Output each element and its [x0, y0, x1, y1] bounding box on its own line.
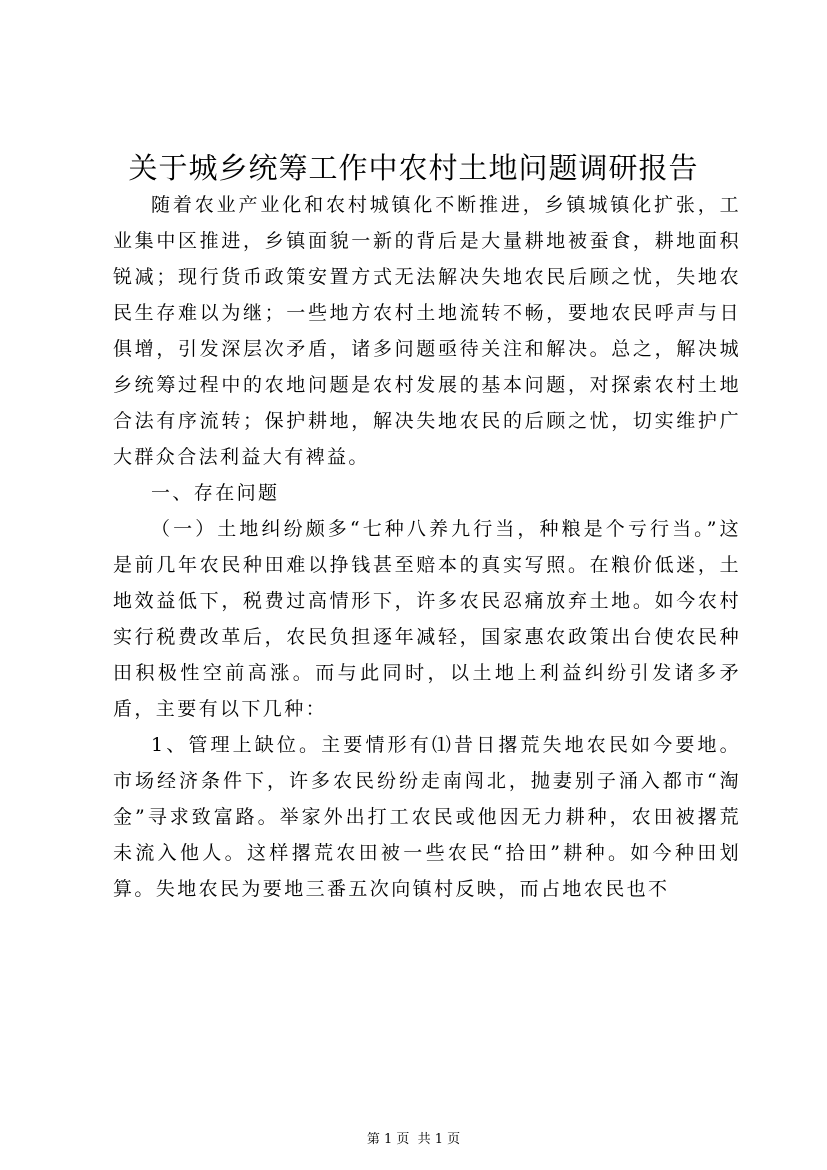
- document-body: [113, 187, 741, 907]
- section-heading-problems: 一、存在问题: [151, 482, 280, 504]
- item-management-paragraph: 1、管理上缺位。主要情形有⑴昔日撂荒失地农民如今要地。市场经济条件下，许多农民纷纷走南闯北，抛妻别子涌入都市“淘金”寻求致富路。举家外出打工农民或他因无力耕种，农田被撂荒未流入他人。这样撂荒农田被一些农民“拾田”耕种。如今种田划算。失地农民为要地三番五次向镇村反映，而占地农民也不: [113, 734, 741, 900]
- document-title: 关于城乡统筹工作中农村土地问题调研报告: [128, 151, 699, 185]
- page-number-footer: 第 1 页 共 1 页: [366, 1132, 461, 1147]
- intro-paragraph: 随着农业产业化和农村城镇化不断推进，乡镇城镇化扩张，工业集中区推进，乡镇面貌一新的背后是大量耕地被蚕食，耕地面积锐减；现行货币政策安置方式无法解决失地农民后顾之忧，失地农民生存难以为继；一些地方农村土地流转不畅，要地农民呼声与日俱增，引发深层次矛盾，诸多问题亟待关注和解决。总之，解决城乡统筹过程中的农地问题是农村发展的基本问题，对探索农村土地合法有序流转；保护耕地，解决失地农民的后顾之忧，切实维护广大群众合法利益大有裨益。: [113, 194, 741, 468]
- subsection-land-disputes-paragraph: （一）土地纠纷颇多“七种八养九行当，种粮是个亏行当。”这是前几年农民种田难以挣钱甚至赔本的真实写照。在粮价低迷，土地效益低下，税费过高情形下，许多农民忍痛放弃土地。如今农村实行税费改革后，农民负担逐年减轻，国家惠农政策出台使农民种田积极性空前高涨。而与此同时，以土地上利益纠纷引发诸多矛盾，主要有以下几种：: [113, 518, 741, 720]
